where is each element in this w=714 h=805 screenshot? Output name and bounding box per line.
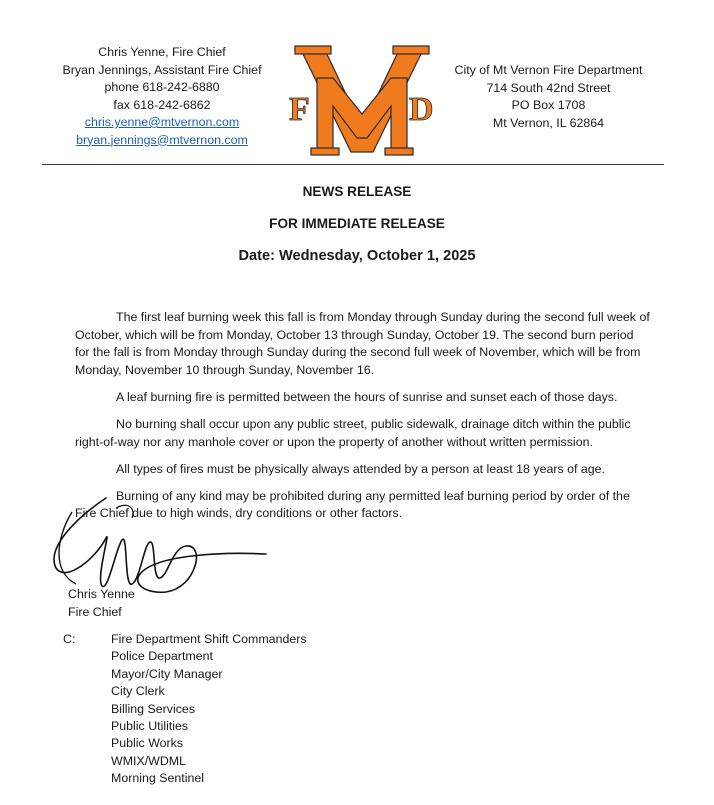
logo-letter-d: D [409,91,434,128]
list-item: Public Utilities [111,719,189,734]
contact-block [62,44,262,149]
list-item: WMIX/WDML [111,753,187,768]
fax-number: fax 618-242-6862 [113,97,211,112]
list-item: City Clerk [111,684,165,699]
header-divider [42,164,664,165]
phone-number: phone 618-242-6880 [104,80,220,94]
list-item: Mayor/City Manager [111,666,223,681]
list-item: Public Works [111,736,184,751]
assistant-chief-name: Bryan Jennings, Assistant Fire Chief [62,62,262,77]
chief-email-link[interactable]: chris.yenne@mtvernon.com [84,115,240,129]
paragraph-restrictions: No burning shall occur upon any public street, public sidewalk, drainage ditch within the public right-of-way nor any manhole cover or upon the property of another without written permission. [75,416,631,449]
signer-name: Chris Yenne [68,587,135,601]
assistant-email-link[interactable]: bryan.jennings@mtvernon.com [76,132,248,147]
signature-block [68,586,135,621]
immediate-release-heading: FOR IMMEDIATE RELEASE [269,216,445,231]
news-release-heading: NEWS RELEASE [302,184,412,199]
release-date: Date: Wednesday, October 1, 2025 [238,248,476,264]
list-item: Police Department [111,649,213,664]
paragraph-burn-weeks: The first leaf burning week this fall is from Monday through Sunday during the second full week of October, which will be from Monday, October 13 through Sunday, October 19. The second burn period for the fall is from Monday through Sunday during the second full week of November, which will be from Monday, November 10 through Sunday, November 16. [75,310,650,377]
chief-name: Chris Yenne, Fire Chief [98,45,226,59]
street-address: 714 South 42nd Street [486,80,611,95]
department-name: City of Mt Vernon Fire Department [454,63,643,77]
list-item: Billing Services [111,701,196,716]
address-block [446,62,651,132]
fire-department-logo [287,44,437,156]
cc-label: C: [63,632,76,646]
list-item: Morning Sentinel [111,771,204,786]
po-box: PO Box 1708 [511,98,586,112]
cc-recipient-list [111,631,307,788]
signer-title: Fire Chief [68,604,122,619]
paragraph-hours: A leaf burning fire is permitted between the hours of sunrise and sunset each of those days. [116,389,618,404]
logo-letter-f: F [289,91,310,128]
city-state-zip: Mt Vernon, IL 62864 [492,115,605,130]
paragraph-prohibition: Burning of any kind may be prohibited during any permitted leaf burning period by order of the Fire Chief due to high winds, dry conditions or other factors. [75,488,630,521]
list-item: Fire Department Shift Commanders [111,632,307,646]
paragraph-attendance: All types of fires must be physically always attended by a person at least 18 years of age. [116,461,606,476]
